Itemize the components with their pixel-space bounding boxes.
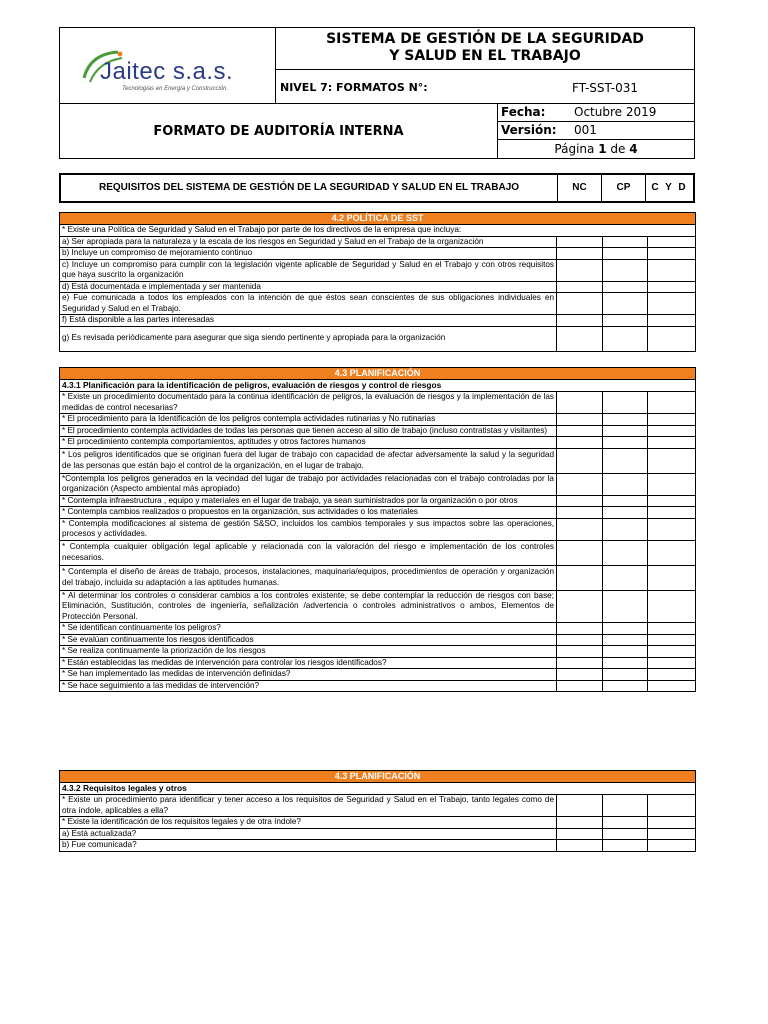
cp-cell[interactable] — [603, 590, 648, 623]
title-line-2: Y SALUD EN EL TRABAJO — [389, 48, 581, 64]
requirement-text: a) Está actualizada? — [60, 828, 557, 840]
section-band-title: 4.3 PLANIFICACIÓN — [60, 368, 696, 380]
table-row — [60, 281, 696, 293]
cyd-cell[interactable] — [648, 840, 696, 852]
cp-cell[interactable] — [603, 495, 648, 507]
cp-cell[interactable] — [603, 657, 648, 669]
nc-cell[interactable] — [557, 448, 603, 473]
table-row — [60, 795, 696, 817]
nc-cell[interactable] — [557, 657, 603, 669]
nc-cell[interactable] — [557, 473, 603, 495]
cp-cell[interactable] — [603, 669, 648, 681]
col-cp: CP — [602, 175, 646, 201]
requirement-text: * Al determinar los controles o considerar cambios a los controles existente, se debe contemplar la reducción de riesgos con base; Eliminación, Sustitución, controles de ingeniería, señalización /advertencia o controles administrativos o ambos, Elementos de Protección Personal. — [60, 590, 557, 623]
table-row — [60, 392, 696, 414]
page-total: 4 — [629, 142, 638, 156]
nivel-row — [276, 70, 694, 104]
cyd-cell[interactable] — [648, 281, 696, 293]
requirement-text: * Los peligros identificados que se originan fuera del lugar de trabajo con capacidad de afectar adversamente la salud y la seguridad de las personas que están bajo el control de la organización, en el lugar de trabajo. — [60, 448, 557, 473]
table-row — [60, 518, 696, 540]
requirement-text: * Contempla modificaciones al sistema de gestión S&SO, incluidos los cambios temporales y sus impactos sobre las operaciones, procesos y actividades. — [60, 518, 557, 540]
requirement-text: g) Es revisada periódicamente para asegurar que siga siendo pertinente y apropiada para la organización — [60, 326, 557, 351]
section-band-title: 4.3 PLANIFICACIÓN — [60, 771, 696, 783]
cp-cell[interactable] — [603, 623, 648, 635]
requirements-header — [59, 173, 695, 203]
nc-cell[interactable] — [557, 392, 603, 414]
logo-cell — [60, 28, 276, 104]
cp-cell[interactable] — [603, 795, 648, 817]
fecha-label: Fecha: — [501, 105, 546, 119]
col-nc: NC — [558, 175, 602, 201]
cyd-cell[interactable] — [648, 293, 696, 315]
cyd-cell[interactable] — [648, 473, 696, 495]
cyd-cell[interactable] — [648, 495, 696, 507]
logo-tagline: Tecnologías en Energía y Construcción. — [122, 86, 229, 92]
nc-cell[interactable] — [557, 540, 603, 565]
cyd-cell[interactable] — [648, 414, 696, 426]
cyd-cell[interactable] — [648, 565, 696, 590]
cp-cell[interactable] — [603, 437, 648, 449]
version-row — [498, 122, 694, 140]
page-of: de — [610, 142, 626, 156]
cyd-cell[interactable] — [648, 590, 696, 623]
cyd-cell[interactable] — [648, 634, 696, 646]
cyd-cell[interactable] — [648, 507, 696, 519]
cyd-cell[interactable] — [648, 795, 696, 817]
table-row — [60, 840, 696, 852]
nc-cell[interactable] — [557, 840, 603, 852]
requirement-text: * Se realiza continuamente la priorización de los riesgos — [60, 646, 557, 658]
cp-cell[interactable] — [603, 646, 648, 658]
requirement-text: * El procedimiento contempla actividades de todas las personas que tienen acceso al sitio de trabajo (incluso contratistas y visitantes) — [60, 425, 557, 437]
cp-cell[interactable] — [603, 540, 648, 565]
system-title — [276, 28, 694, 70]
requirement-text: b) Fue comunicada? — [60, 840, 557, 852]
requirement-text: * Contempla cualquier obligación legal aplicable y relacionada con la valoración del riesgo e implementación de los controles necesarios. — [60, 540, 557, 565]
version-value: 001 — [574, 123, 597, 137]
nc-cell[interactable] — [557, 646, 603, 658]
cyd-cell[interactable] — [648, 669, 696, 681]
requirement-text: * Se identifican continuamente los peligros? — [60, 623, 557, 635]
nc-cell[interactable] — [557, 259, 603, 281]
fecha-value: Octubre 2019 — [574, 105, 657, 119]
requirement-text: * Están establecidas las medidas de intervención para controlar los riesgos identificados? — [60, 657, 557, 669]
nc-cell[interactable] — [557, 326, 603, 351]
cp-cell[interactable] — [603, 315, 648, 327]
section-band — [60, 771, 696, 783]
cp-cell[interactable] — [603, 634, 648, 646]
nc-cell[interactable] — [557, 565, 603, 590]
cyd-cell[interactable] — [648, 623, 696, 635]
requirement-text: * El procedimiento contempla comportamientos, aptitudes y otros factores humanos — [60, 437, 557, 449]
cp-cell[interactable] — [603, 281, 648, 293]
table-row — [60, 565, 696, 590]
section-band — [60, 368, 696, 380]
cyd-cell[interactable] — [648, 828, 696, 840]
cp-cell[interactable] — [603, 518, 648, 540]
cp-cell[interactable] — [603, 248, 648, 260]
cp-cell[interactable] — [603, 448, 648, 473]
nc-cell[interactable] — [557, 518, 603, 540]
requirement-text: * Contempla infraestructura , equipo y materiales en el lugar de trabajo, ya sean suministrados por la organización o por otros — [60, 495, 557, 507]
section-band — [60, 213, 696, 225]
requirement-text: * Contempla el diseño de áreas de trabajo, procesos, instalaciones, maquinaria/equipos, procedimientos de operación y organización del trabajo, incluida su adaptación a las aptitudes humanas. — [60, 565, 557, 590]
cyd-cell[interactable] — [648, 315, 696, 327]
cp-cell[interactable] — [603, 326, 648, 351]
table-row — [60, 507, 696, 519]
table-row — [60, 326, 696, 351]
logo-name: Jaitec s.a.s. — [100, 58, 234, 85]
nc-cell[interactable] — [557, 414, 603, 426]
nc-cell[interactable] — [557, 437, 603, 449]
nc-cell[interactable] — [557, 236, 603, 248]
requirement-text: * El procedimiento para la Identificación de los peligros contempla actividades rutinarias y No rutinarias — [60, 414, 557, 426]
section-band-title: 4.2 POLÍTICA DE SST — [60, 213, 696, 225]
meta-block — [498, 104, 694, 158]
table-row — [60, 414, 696, 426]
table-row — [60, 680, 696, 692]
table-row — [60, 473, 696, 495]
nc-cell[interactable] — [557, 680, 603, 692]
cp-cell[interactable] — [603, 507, 648, 519]
nc-cell[interactable] — [557, 623, 603, 635]
nc-cell[interactable] — [557, 590, 603, 623]
table-row — [60, 448, 696, 473]
page-current: 1 — [598, 142, 607, 156]
requirement-text: *Contempla los peligros generados en la vecindad del lugar de trabajo por actividades relacionadas con el trabajo controladas por la organización (Aspecto ambiental más apropiado) — [60, 473, 557, 495]
table-row — [60, 669, 696, 681]
cp-cell[interactable] — [603, 392, 648, 414]
requirement-text: c) Incluye un compromiso para cumplir con la legislación vigente aplicable de Seguridad y Salud en el Trabajo y con otros requisitos que haya suscrito la organización — [60, 259, 557, 281]
cyd-cell[interactable] — [648, 236, 696, 248]
requirement-text: * Existe una Política de Seguridad y Salud en el Trabajo por parte de los directivos de la empresa que incluya: — [60, 225, 696, 237]
cp-cell[interactable] — [603, 680, 648, 692]
requirements-label: REQUISITOS DEL SISTEMA DE GESTIÓN DE LA SEGURIDAD Y SALUD EN EL TRABAJO — [61, 175, 558, 201]
table-row — [60, 437, 696, 449]
section-table — [59, 770, 696, 852]
title-line-1: SISTEMA DE GESTIÓN DE LA SEGURIDAD — [326, 31, 644, 47]
table-row — [60, 259, 696, 281]
nc-cell[interactable] — [557, 425, 603, 437]
requirement-text: a) Ser apropiada para la naturaleza y la escala de los riesgos en Seguridad y Salud en el Trabajo de la organización — [60, 236, 557, 248]
cp-cell[interactable] — [603, 293, 648, 315]
cyd-cell[interactable] — [648, 540, 696, 565]
section-table — [59, 367, 696, 692]
requirement-text: * Existe un procedimiento documentado para la continua identificación de peligros, la evaluación de riesgos y la implementación de las medidas de control necesarias? — [60, 392, 557, 414]
cyd-cell[interactable] — [648, 437, 696, 449]
cyd-cell[interactable] — [648, 425, 696, 437]
cp-cell[interactable] — [603, 840, 648, 852]
version-label: Versión: — [501, 123, 557, 137]
requirement-text: d) Está documentada e implementada y ser mantenida — [60, 281, 557, 293]
table-row — [60, 657, 696, 669]
cp-cell[interactable] — [603, 473, 648, 495]
page-indicator — [498, 140, 694, 160]
cp-cell[interactable] — [603, 259, 648, 281]
section-table — [59, 212, 696, 352]
table-row — [60, 540, 696, 565]
nc-cell[interactable] — [557, 315, 603, 327]
requirement-text: * Se han implementado las medidas de intervención definidas? — [60, 669, 557, 681]
cp-cell[interactable] — [603, 414, 648, 426]
requirement-text: f) Está disponible a las partes interesadas — [60, 315, 557, 327]
section-subtitle: 4.3.2 Requisitos legales y otros — [60, 783, 696, 795]
table-row — [60, 590, 696, 623]
format-code: FT-SST-031 — [572, 81, 638, 95]
cyd-cell[interactable] — [648, 248, 696, 260]
requirement-text: * Se hace seguimiento a las medidas de intervención? — [60, 680, 557, 692]
cp-cell[interactable] — [603, 236, 648, 248]
nc-cell[interactable] — [557, 248, 603, 260]
document-header — [59, 27, 695, 159]
nc-cell[interactable] — [557, 507, 603, 519]
cyd-cell[interactable] — [648, 259, 696, 281]
cyd-cell[interactable] — [648, 657, 696, 669]
nc-cell[interactable] — [557, 828, 603, 840]
cyd-cell[interactable] — [648, 680, 696, 692]
col-cyd: C Y D — [651, 182, 688, 193]
section-subtitle-row — [60, 380, 696, 392]
requirement-text: * Contempla cambios realizados o propuestos en la organización, sus actividades o los materiales — [60, 507, 557, 519]
section-subtitle-row — [60, 783, 696, 795]
table-row — [60, 817, 696, 829]
table-row — [60, 623, 696, 635]
nc-cell[interactable] — [557, 817, 603, 829]
table-row — [60, 425, 696, 437]
table-row — [60, 828, 696, 840]
nc-cell[interactable] — [557, 669, 603, 681]
cyd-cell[interactable] — [648, 448, 696, 473]
nc-cell[interactable] — [557, 795, 603, 817]
nivel-label: NIVEL 7: FORMATOS N°: — [280, 81, 428, 94]
requirement-text: * Se evalúan continuamente los riesgos identificados — [60, 634, 557, 646]
cyd-cell[interactable] — [648, 392, 696, 414]
cp-cell[interactable] — [603, 828, 648, 840]
table-row — [60, 248, 696, 260]
table-row — [60, 236, 696, 248]
section-subtitle: 4.3.1 Planificación para la identificación de peligros, evaluación de riesgos y control de riesgos — [60, 380, 696, 392]
cp-cell[interactable] — [603, 565, 648, 590]
cyd-cell[interactable] — [648, 646, 696, 658]
cyd-cell[interactable] — [648, 817, 696, 829]
page-word: Página — [554, 142, 595, 156]
cyd-cell[interactable] — [648, 326, 696, 351]
table-row — [60, 634, 696, 646]
nc-cell[interactable] — [557, 281, 603, 293]
table-row — [60, 646, 696, 658]
table-row — [60, 225, 696, 237]
nc-cell[interactable] — [557, 495, 603, 507]
form-title: FORMATO DE AUDITORÍA INTERNA — [60, 104, 498, 158]
requirement-text: * Existe un procedimiento para identificar y tener acceso a los requisitos de Seguridad y Salud en el Trabajo, tanto legales como de otra índole, aplicables a ella? — [60, 795, 557, 817]
requirement-text: * Existe la identificación de los requisitos legales y de otra índole? — [60, 817, 557, 829]
requirement-text: e) Fue comunicada a todos los empleados con la intención de que éstos sean conscientes de sus obligaciones individuales en Seguridad y Salud en el Trabajo. — [60, 293, 557, 315]
cp-cell[interactable] — [603, 425, 648, 437]
table-row — [60, 495, 696, 507]
fecha-row — [498, 104, 694, 122]
cp-cell[interactable] — [603, 817, 648, 829]
table-row — [60, 315, 696, 327]
requirement-text: b) Incluye un compromiso de mejoramiento continuo — [60, 248, 557, 260]
nc-cell[interactable] — [557, 293, 603, 315]
nc-cell[interactable] — [557, 634, 603, 646]
cyd-cell[interactable] — [648, 518, 696, 540]
table-row — [60, 293, 696, 315]
